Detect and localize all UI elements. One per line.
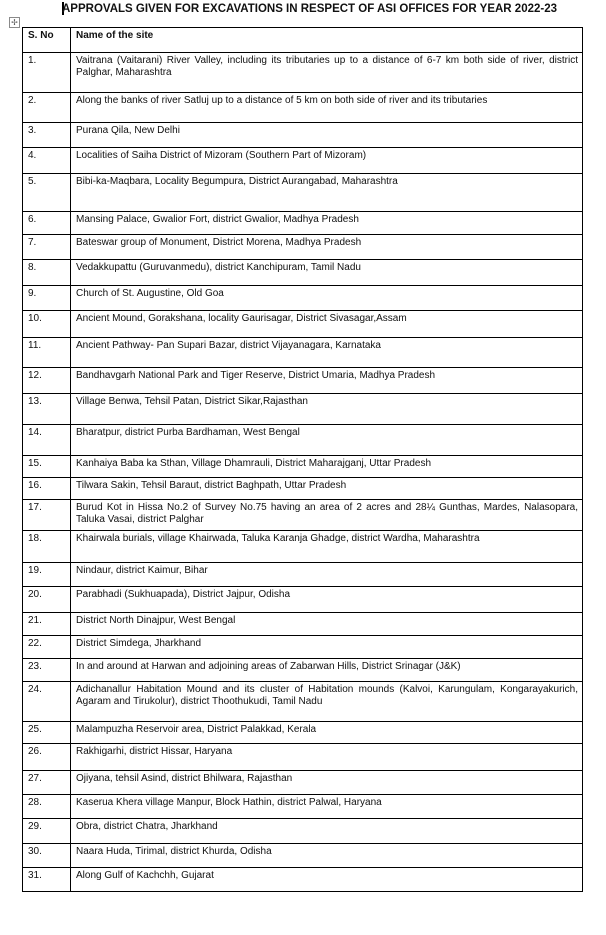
- row-number: 13.: [23, 394, 71, 425]
- site-name: Ancient Mound, Gorakshana, locality Gaurisagar, District Sivasagar,Assam: [71, 311, 583, 338]
- row-number: 22.: [23, 636, 71, 659]
- row-number: 30.: [23, 844, 71, 868]
- site-name: Mansing Palace, Gwalior Fort, district Gwalior, Madhya Pradesh: [71, 212, 583, 235]
- site-name: Bharatpur, district Purba Bardhaman, West Bengal: [71, 425, 583, 456]
- site-name: Vedakkupattu (Guruvanmedu), district Kanchipuram, Tamil Nadu: [71, 260, 583, 286]
- site-name: Obra, district Chatra, Jharkhand: [71, 819, 583, 844]
- site-name: Naara Huda, Tirimal, district Khurda, Odisha: [71, 844, 583, 868]
- table-row: [23, 338, 583, 368]
- site-name: Village Benwa, Tehsil Patan, District Sikar,Rajasthan: [71, 394, 583, 425]
- table-row: [23, 53, 583, 93]
- row-number: 28.: [23, 795, 71, 819]
- sites-table-body: [23, 28, 583, 892]
- sites-table: [22, 27, 583, 892]
- table-row: [23, 260, 583, 286]
- row-number: 7.: [23, 235, 71, 260]
- table-row: [23, 456, 583, 478]
- site-name: Localities of Saiha District of Mizoram (Southern Part of Mizoram): [71, 148, 583, 174]
- row-number: 29.: [23, 819, 71, 844]
- site-name: Kaserua Khera village Manpur, Block Hathin, district Palwal, Haryana: [71, 795, 583, 819]
- row-number: 4.: [23, 148, 71, 174]
- row-number: 15.: [23, 456, 71, 478]
- row-number: 8.: [23, 260, 71, 286]
- row-number: 24.: [23, 682, 71, 722]
- row-number: 9.: [23, 286, 71, 311]
- table-row: [23, 394, 583, 425]
- row-number: 20.: [23, 587, 71, 613]
- table-row: [23, 93, 583, 123]
- table-row: [23, 123, 583, 148]
- table-row: [23, 819, 583, 844]
- table-row: [23, 478, 583, 500]
- site-name: Burud Kot in Hissa No.2 of Survey No.75 having an area of 2 acres and 28¼ Gunthas, Mardes, Nalasopara, Taluka Vasai, district Palghar: [71, 500, 583, 531]
- site-name: Malampuzha Reservoir area, District Palakkad, Kerala: [71, 722, 583, 744]
- table-row: [23, 425, 583, 456]
- row-number: 2.: [23, 93, 71, 123]
- site-name: Khairwala burials, village Khairwada, Taluka Karanja Ghadge, district Wardha, Maharashtra: [71, 531, 583, 563]
- header-site: Name of the site: [71, 28, 583, 53]
- row-number: 11.: [23, 338, 71, 368]
- row-number: 19.: [23, 563, 71, 587]
- row-number: 5.: [23, 174, 71, 212]
- row-number: 6.: [23, 212, 71, 235]
- table-row: [23, 868, 583, 892]
- table-row: [23, 682, 583, 722]
- table-row: [23, 844, 583, 868]
- row-number: 31.: [23, 868, 71, 892]
- table-row: [23, 311, 583, 338]
- site-name: District North Dinajpur, West Bengal: [71, 613, 583, 636]
- table-row: [23, 174, 583, 212]
- table-row: [23, 795, 583, 819]
- site-name: Bandhavgarh National Park and Tiger Reserve, District Umaria, Madhya Pradesh: [71, 368, 583, 394]
- table-move-handle-icon[interactable]: ✢: [9, 17, 20, 28]
- table-row: [23, 722, 583, 744]
- row-number: 14.: [23, 425, 71, 456]
- header-sno: S. No: [23, 28, 71, 53]
- site-name: Rakhigarhi, district Hissar, Haryana: [71, 744, 583, 771]
- row-number: 23.: [23, 659, 71, 682]
- row-number: 27.: [23, 771, 71, 795]
- site-name: Bateswar group of Monument, District Morena, Madhya Pradesh: [71, 235, 583, 260]
- site-name: Church of St. Augustine, Old Goa: [71, 286, 583, 311]
- site-name: Nindaur, district Kaimur, Bihar: [71, 563, 583, 587]
- site-name: In and around at Harwan and adjoining areas of Zabarwan Hills, District Srinagar (J&K): [71, 659, 583, 682]
- table-row: [23, 500, 583, 531]
- site-name: Bibi-ka-Maqbara, Locality Begumpura, District Aurangabad, Maharashtra: [71, 174, 583, 212]
- table-row: [23, 563, 583, 587]
- table-row: [23, 368, 583, 394]
- row-number: 25.: [23, 722, 71, 744]
- table-row: [23, 636, 583, 659]
- site-name: Along Gulf of Kachchh, Gujarat: [71, 868, 583, 892]
- site-name: Adichanallur Habitation Mound and its cluster of Habitation mounds (Kalvoi, Karungulam, Kongarayakurich, Agaram and Tirukolur), district Thoothukudi, Tamil Nadu: [71, 682, 583, 722]
- row-number: 21.: [23, 613, 71, 636]
- site-name: Purana Qila, New Delhi: [71, 123, 583, 148]
- site-name: District Simdega, Jharkhand: [71, 636, 583, 659]
- row-number: 12.: [23, 368, 71, 394]
- site-name: Tilwara Sakin, Tehsil Baraut, district Baghpath, Uttar Pradesh: [71, 478, 583, 500]
- table-row: [23, 531, 583, 563]
- site-name: Along the banks of river Satluj up to a distance of 5 km on both side of river and its tributaries: [71, 93, 583, 123]
- row-number: 3.: [23, 123, 71, 148]
- table-row: [23, 613, 583, 636]
- table-row: [23, 744, 583, 771]
- site-name: Kanhaiya Baba ka Sthan, Village Dhamrauli, District Maharajganj, Uttar Pradesh: [71, 456, 583, 478]
- table-header-row: [23, 28, 583, 53]
- row-number: 26.: [23, 744, 71, 771]
- row-number: 10.: [23, 311, 71, 338]
- site-name: Ancient Pathway- Pan Supari Bazar, district Vijayanagara, Karnataka: [71, 338, 583, 368]
- row-number: 17.: [23, 500, 71, 531]
- table-row: [23, 148, 583, 174]
- site-name: Vaitrana (Vaitarani) River Valley, including its tributaries up to a distance of 6-7 km both side of river, district Palghar, Maharashtra: [71, 53, 583, 93]
- row-number: 18.: [23, 531, 71, 563]
- site-name: Ojiyana, tehsil Asind, district Bhilwara, Rajasthan: [71, 771, 583, 795]
- table-row: [23, 659, 583, 682]
- table-row: [23, 212, 583, 235]
- row-number: 1.: [23, 53, 71, 93]
- table-row: [23, 235, 583, 260]
- table-row: [23, 587, 583, 613]
- table-row: [23, 771, 583, 795]
- site-name: Parabhadi (Sukhuapada), District Jajpur, Odisha: [71, 587, 583, 613]
- document-title: APPROVALS GIVEN FOR EXCAVATIONS IN RESPECT OF ASI OFFICES FOR YEAR 2022-23: [62, 3, 558, 15]
- row-number: 16.: [23, 478, 71, 500]
- table-row: [23, 286, 583, 311]
